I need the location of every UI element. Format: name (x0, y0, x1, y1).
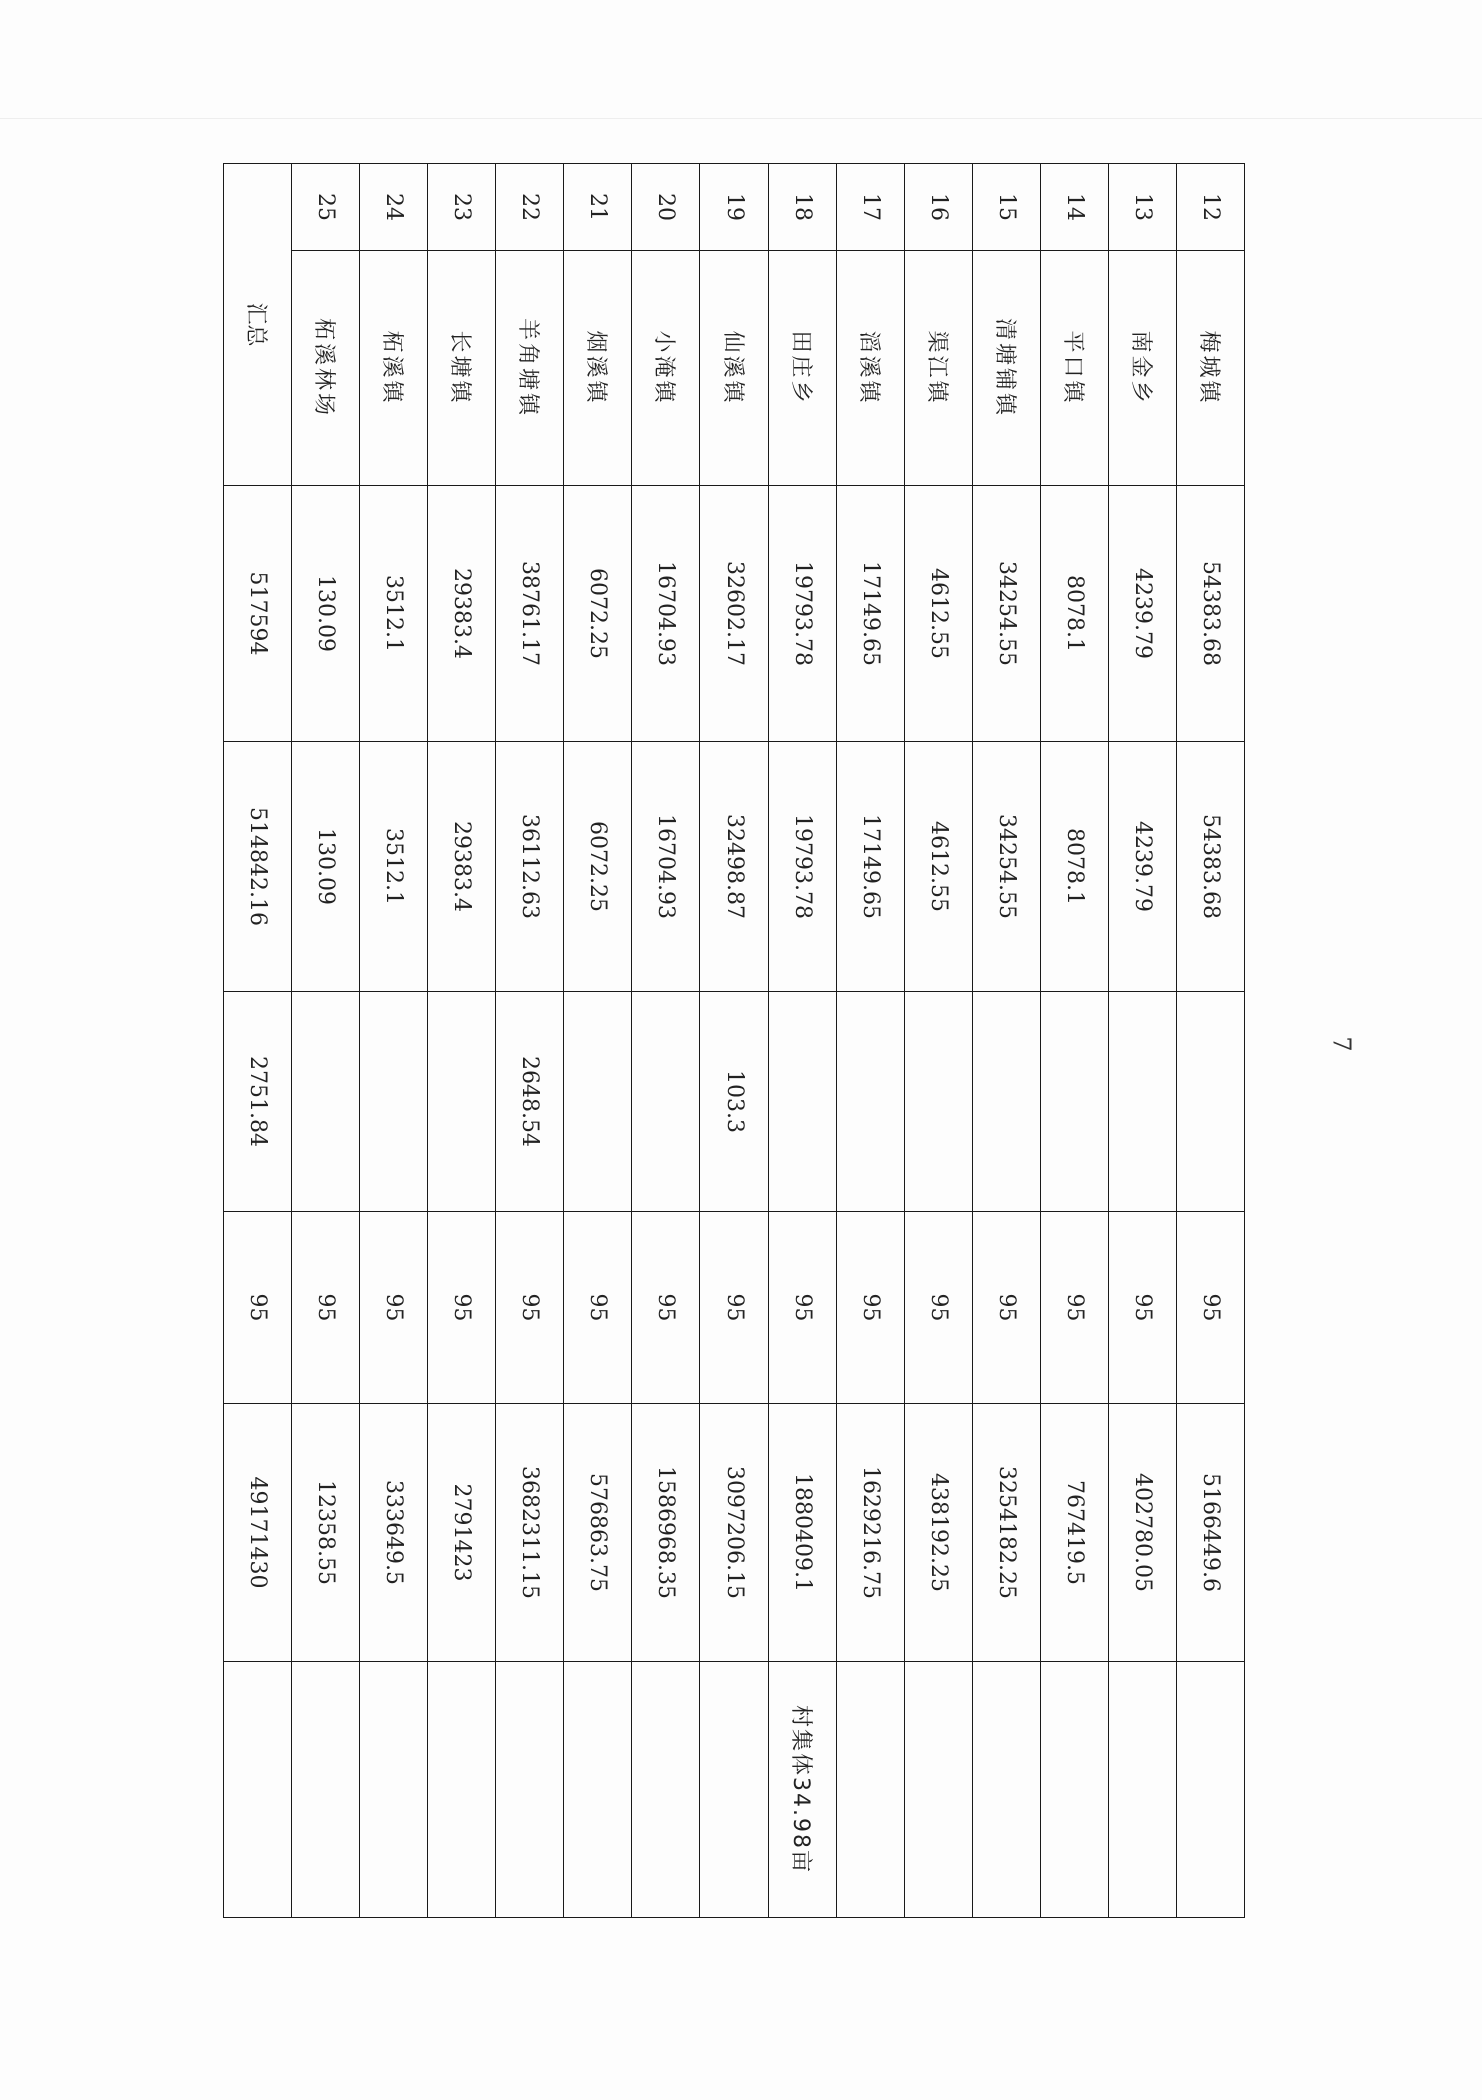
cell-d: 95 (836, 1212, 904, 1404)
table-row (1176, 164, 1244, 1918)
cell-d: 95 (700, 1212, 768, 1404)
cell-c (1176, 992, 1244, 1212)
cell-name: 平口镇 (1040, 251, 1108, 486)
cell-note (700, 1662, 768, 1918)
table-row (564, 164, 632, 1918)
cell-a: 38761.17 (496, 486, 564, 742)
cell-a: 16704.93 (632, 486, 700, 742)
cell-b: 3512.1 (360, 742, 428, 992)
cell-d: 95 (768, 1212, 836, 1404)
cell-name: 仙溪镇 (700, 251, 768, 486)
cell-d: 95 (972, 1212, 1040, 1404)
cell-e: 576863.75 (564, 1404, 632, 1662)
cell-note (360, 1662, 428, 1918)
cell-no: 24 (360, 164, 428, 251)
cell-c (564, 992, 632, 1212)
cell-b: 29383.4 (428, 742, 496, 992)
cell-name: 清塘铺镇 (972, 251, 1040, 486)
cell-b: 19793.78 (768, 742, 836, 992)
table-row (632, 164, 700, 1918)
cell-no: 25 (292, 164, 360, 251)
cell-e: 402780.05 (1108, 1404, 1176, 1662)
cell-e: 5166449.6 (1176, 1404, 1244, 1662)
cell-d: 95 (564, 1212, 632, 1404)
cell-no: 20 (632, 164, 700, 251)
cell-name: 田庄乡 (768, 251, 836, 486)
cell-c: 2648.54 (496, 992, 564, 1212)
total-a: 517594 (224, 486, 292, 742)
cell-b: 4612.55 (904, 742, 972, 992)
cell-e: 767419.5 (1040, 1404, 1108, 1662)
total-c: 2751.84 (224, 992, 292, 1212)
cell-a: 4612.55 (904, 486, 972, 742)
cell-c (836, 992, 904, 1212)
scan-edge-line (0, 118, 1482, 119)
cell-note (1176, 1662, 1244, 1918)
cell-c (972, 992, 1040, 1212)
table-row (836, 164, 904, 1918)
cell-note (632, 1662, 700, 1918)
cell-d: 95 (904, 1212, 972, 1404)
table-row (1108, 164, 1176, 1918)
cell-c (428, 992, 496, 1212)
cell-no: 21 (564, 164, 632, 251)
total-label: 汇总 (224, 164, 292, 486)
cell-e: 3254182.25 (972, 1404, 1040, 1662)
data-table (223, 163, 1245, 1918)
cell-e: 3097206.15 (700, 1404, 768, 1662)
cell-e: 3682311.15 (496, 1404, 564, 1662)
cell-note (1040, 1662, 1108, 1918)
cell-note (972, 1662, 1040, 1918)
table-row (904, 164, 972, 1918)
cell-c (1040, 992, 1108, 1212)
cell-e: 1629216.75 (836, 1404, 904, 1662)
cell-name: 烟溪镇 (564, 251, 632, 486)
table-row (496, 164, 564, 1918)
table-row (428, 164, 496, 1918)
cell-note (292, 1662, 360, 1918)
cell-d: 95 (1176, 1212, 1244, 1404)
table-row (360, 164, 428, 1918)
total-e: 49171430 (224, 1404, 292, 1662)
cell-d: 95 (1108, 1212, 1176, 1404)
cell-c: 103.3 (700, 992, 768, 1212)
total-b: 514842.16 (224, 742, 292, 992)
cell-name: 南金乡 (1108, 251, 1176, 486)
cell-note (836, 1662, 904, 1918)
total-note (224, 1662, 292, 1918)
cell-a: 3512.1 (360, 486, 428, 742)
cell-a: 17149.65 (836, 486, 904, 742)
cell-no: 16 (904, 164, 972, 251)
cell-d: 95 (632, 1212, 700, 1404)
total-row (224, 164, 292, 1918)
cell-no: 19 (700, 164, 768, 251)
cell-a: 4239.79 (1108, 486, 1176, 742)
cell-d: 95 (1040, 1212, 1108, 1404)
cell-note (428, 1662, 496, 1918)
cell-name: 梅城镇 (1176, 251, 1244, 486)
cell-name: 柘溪镇 (360, 251, 428, 486)
cell-name: 滔溪镇 (836, 251, 904, 486)
cell-name: 长塘镇 (428, 251, 496, 486)
table-row (700, 164, 768, 1918)
cell-a: 6072.25 (564, 486, 632, 742)
cell-c (1108, 992, 1176, 1212)
cell-a: 8078.1 (1040, 486, 1108, 742)
cell-name: 渠江镇 (904, 251, 972, 486)
cell-a: 29383.4 (428, 486, 496, 742)
cell-name: 柘溪林场 (292, 251, 360, 486)
cell-c (360, 992, 428, 1212)
cell-d: 95 (360, 1212, 428, 1404)
table-row (292, 164, 360, 1918)
cell-name: 羊角塘镇 (496, 251, 564, 486)
cell-b: 130.09 (292, 742, 360, 992)
cell-name: 小淹镇 (632, 251, 700, 486)
table-rotator (223, 163, 1245, 1917)
cell-b: 36112.63 (496, 742, 564, 992)
table-row (768, 164, 836, 1918)
cell-no: 14 (1040, 164, 1108, 251)
cell-a: 19793.78 (768, 486, 836, 742)
cell-note: 村集体34.98亩 (768, 1662, 836, 1918)
cell-b: 17149.65 (836, 742, 904, 992)
cell-no: 12 (1176, 164, 1244, 251)
page-number: 7 (1327, 1036, 1356, 1052)
cell-no: 17 (836, 164, 904, 251)
cell-b: 32498.87 (700, 742, 768, 992)
table-body (292, 164, 1245, 1918)
cell-no: 15 (972, 164, 1040, 251)
table-row (1040, 164, 1108, 1918)
cell-no: 13 (1108, 164, 1176, 251)
cell-d: 95 (292, 1212, 360, 1404)
cell-b: 34254.55 (972, 742, 1040, 992)
table-total (224, 164, 292, 1918)
cell-note (496, 1662, 564, 1918)
cell-e: 12358.55 (292, 1404, 360, 1662)
cell-d: 95 (428, 1212, 496, 1404)
cell-e: 333649.5 (360, 1404, 428, 1662)
cell-no: 22 (496, 164, 564, 251)
cell-c (292, 992, 360, 1212)
cell-a: 54383.68 (1176, 486, 1244, 742)
cell-b: 8078.1 (1040, 742, 1108, 992)
cell-e: 438192.25 (904, 1404, 972, 1662)
cell-c (904, 992, 972, 1212)
cell-e: 1586968.35 (632, 1404, 700, 1662)
table-wrapper (223, 163, 1245, 1917)
cell-a: 32602.17 (700, 486, 768, 742)
cell-note (904, 1662, 972, 1918)
cell-e: 2791423 (428, 1404, 496, 1662)
cell-note (1108, 1662, 1176, 1918)
cell-a: 130.09 (292, 486, 360, 742)
cell-note (564, 1662, 632, 1918)
cell-b: 6072.25 (564, 742, 632, 992)
cell-no: 18 (768, 164, 836, 251)
cell-b: 54383.68 (1176, 742, 1244, 992)
table-row (972, 164, 1040, 1918)
total-d: 95 (224, 1212, 292, 1404)
cell-a: 34254.55 (972, 486, 1040, 742)
cell-b: 16704.93 (632, 742, 700, 992)
cell-c (768, 992, 836, 1212)
cell-e: 1880409.1 (768, 1404, 836, 1662)
cell-b: 4239.79 (1108, 742, 1176, 992)
cell-c (632, 992, 700, 1212)
cell-d: 95 (496, 1212, 564, 1404)
cell-no: 23 (428, 164, 496, 251)
